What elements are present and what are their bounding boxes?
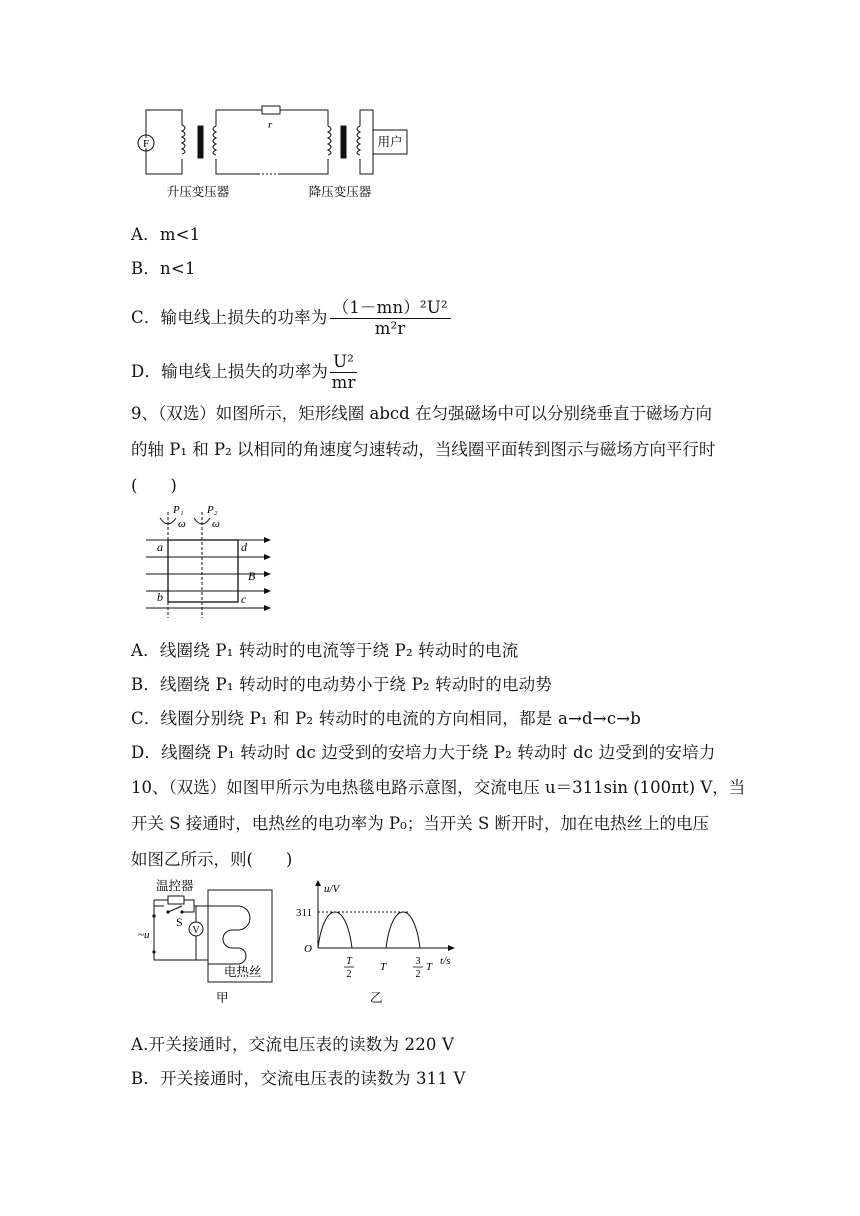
omega-label-1: ω	[178, 518, 186, 530]
figure-jia-caption: 甲	[216, 991, 229, 1005]
x-tick-t-half-den: 2	[346, 969, 352, 980]
q8-option-a: A．m<1	[131, 225, 201, 244]
q9-option-c: C．线圈分别绕 P₁ 和 P₂ 转动时的电流的方向相同，都是 a→d→c→b	[131, 709, 642, 728]
q10-stem-line-3: 如图乙所示，则( )	[131, 850, 293, 869]
q8-option-d-fraction	[330, 352, 357, 393]
q10-stem-line-1: 10、（双选）如图甲所示为电热毯电路示意图，交流电压 u＝311sin (100πt) V，当	[131, 778, 746, 797]
q8-option-c-text: C．输电线上损失的功率为	[131, 308, 328, 327]
corner-d-label: d	[241, 540, 247, 554]
heating-wire-label: 电热丝	[224, 965, 262, 979]
q9-stem-line-1: 9、（双选）如图所示，矩形线圈 abcd 在匀强磁场中可以分别绕垂直于磁场方向	[131, 404, 712, 423]
source-u-label: ~u	[138, 929, 150, 941]
generator-label: F	[142, 138, 150, 150]
q9-stem-line-2: 的轴 P₁ 和 P₂ 以相同的角速度匀速转动，当线圈平面转到图示与磁场方向平行时	[131, 440, 716, 459]
step-down-caption: 降压变压器	[308, 185, 372, 199]
corner-c-label: c	[241, 592, 247, 606]
voltage-half-wave-2	[386, 912, 420, 948]
transmission-figure	[128, 100, 428, 205]
voltage-graph-figure	[292, 880, 462, 1008]
q9-option-d: D．线圈绕 P₁ 转动时 dc 边受到的安培力大于绕 P₂ 转动时 dc 边受到的安培力	[131, 743, 716, 762]
q8-option-d-text: D．输电线上损失的功率为	[131, 362, 329, 381]
user-label: 用户	[377, 135, 403, 149]
x-tick-t-half-num: T	[346, 956, 352, 967]
blanket-circuit-figure	[134, 876, 274, 1008]
q10-option-a: A.开关接通时，交流电压表的读数为 220 V	[131, 1035, 455, 1054]
step-up-caption: 升压变压器	[166, 185, 230, 199]
fraction-numerator: （1－mn）²U²	[330, 298, 451, 319]
q10-stem-line-2: 开关 S 接通时，电热丝的电功率为 P₀；当开关 S 断开时，加在电热丝上的电压	[131, 814, 710, 833]
axis-p1-label: P₁	[173, 504, 184, 516]
x-axis-label: t/s	[440, 955, 451, 967]
fraction-denominator: m²r	[374, 319, 406, 338]
field-b-label: B	[248, 569, 256, 583]
q10-option-b: B．开关接通时，交流电压表的读数为 311 V	[131, 1069, 466, 1088]
resistor-label: r	[268, 119, 273, 131]
origin-label: O	[304, 943, 312, 955]
q8-option-d	[131, 352, 357, 393]
x-tick-3-2-t: T	[426, 961, 433, 973]
switch-s-label: S	[176, 915, 183, 929]
fraction-numerator: U²	[330, 352, 357, 373]
axis-p2-label: P₂	[207, 504, 218, 516]
q9-option-a: A．线圈绕 P₁ 转动时的电流等于绕 P₂ 转动时的电流	[131, 641, 519, 660]
voltage-half-wave-1	[318, 912, 352, 948]
corner-a-label: a	[157, 540, 163, 554]
q9-option-b: B．线圈绕 P₁ 转动时的电动势小于绕 P₂ 转动时的电动势	[131, 675, 553, 694]
fraction-denominator: mr	[331, 373, 356, 392]
x-tick-t: T	[379, 961, 387, 973]
q9-stem	[131, 396, 731, 504]
x-tick-3-2-num: 3	[415, 956, 421, 967]
x-tick-3-2-den: 2	[415, 969, 421, 980]
y-tick-311: 311	[296, 907, 313, 919]
y-axis-label: u/V	[324, 883, 340, 895]
q8-option-c	[131, 298, 451, 339]
q8-option-c-fraction	[330, 298, 451, 339]
corner-b-label: b	[157, 590, 163, 604]
voltmeter-label: V	[192, 925, 200, 936]
figure-yi-caption: 乙	[370, 991, 383, 1005]
thermostat-label: 温控器	[156, 879, 194, 893]
q10-stem	[131, 770, 746, 878]
coil-figure	[144, 500, 274, 618]
q9-stem-line-3: ( )	[131, 476, 177, 495]
omega-label-2: ω	[212, 518, 220, 530]
q8-option-b: B．n<1	[131, 259, 196, 278]
